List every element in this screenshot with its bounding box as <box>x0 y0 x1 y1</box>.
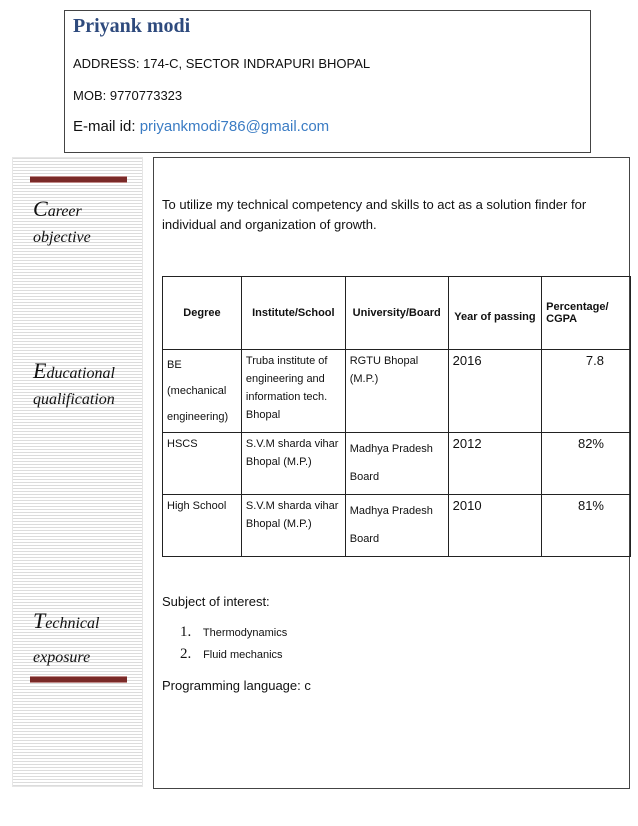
resume-content <box>153 157 630 789</box>
email-line <box>73 118 329 135</box>
education-rest: ducational <box>46 365 115 382</box>
subject-of-interest-title: Subject of interest: <box>162 594 270 609</box>
education-table <box>162 276 631 557</box>
institute-cell: Truba institute of engineering and information tech. Bhopal <box>241 350 345 433</box>
contact-header <box>64 10 591 153</box>
institute-cell: S.V.M sharda vihar Bhopal (M.P.) <box>241 495 345 557</box>
technical-exposure-heading <box>33 604 99 675</box>
column-header-degree: Degree <box>163 277 242 350</box>
technical-line2: exposure <box>33 649 91 666</box>
education-line2: qualification <box>33 391 115 408</box>
column-header-percentage: Percentage/ CGPA <box>542 277 631 350</box>
sidebar-divider-bottom <box>30 676 127 683</box>
candidate-name: Priyank modi <box>73 15 191 37</box>
list-index: 2. <box>180 646 192 662</box>
year-cell: 2012 <box>448 433 542 495</box>
career-line2: objective <box>33 229 91 246</box>
year-cell: 2016 <box>448 350 542 433</box>
address-line: ADDRESS: 174-C, SECTOR INDRAPURI BHOPAL <box>73 56 371 71</box>
email-link[interactable]: priyankmodi786@gmail.com <box>139 118 330 135</box>
educational-qualification-heading <box>33 358 115 413</box>
table-header-row <box>163 277 631 350</box>
score-cell: 81% <box>542 495 631 557</box>
institute-cell: S.V.M sharda vihar Bhopal (M.P.) <box>241 433 345 495</box>
year-cell: 2010 <box>448 495 542 557</box>
university-cell: Madhya Pradesh Board <box>345 433 448 495</box>
column-header-institute: Institute/School <box>241 277 345 350</box>
programming-language: Programming language: c <box>162 678 311 693</box>
list-item <box>162 644 287 666</box>
list-item <box>162 622 287 644</box>
degree-cell <box>163 350 242 433</box>
column-header-university: University/Board <box>345 277 448 350</box>
mobile-line: MOB: 9770773323 <box>73 88 183 103</box>
subject-list <box>162 622 287 666</box>
education-initial: E <box>33 358 47 383</box>
degree-line: engineering) <box>167 411 229 423</box>
score-cell: 7.8 <box>542 350 631 433</box>
career-objective-heading <box>33 196 91 251</box>
career-initial: C <box>33 196 48 221</box>
degree-line: (mechanical <box>167 385 227 397</box>
technical-initial: T <box>33 608 46 633</box>
university-cell: RGTU Bhopal (M.P.) <box>345 350 448 433</box>
career-objective-text: To utilize my technical competency and skills to act as a solution finder for individual and organization of growth. <box>162 197 587 232</box>
university-cell: Madhya Pradesh Board <box>345 495 448 557</box>
degree-line: BE <box>167 359 182 371</box>
subject-name: Fluid mechanics <box>203 649 283 661</box>
score-cell: 82% <box>542 433 631 495</box>
technical-rest: echnical <box>45 615 100 632</box>
column-header-year: Year of passing <box>448 277 542 350</box>
table-row <box>163 433 631 495</box>
degree-cell: HSCS <box>163 433 242 495</box>
list-index: 1. <box>180 624 192 640</box>
sidebar-divider-top <box>30 176 127 183</box>
section-sidebar <box>12 157 143 787</box>
table-row <box>163 350 631 433</box>
subject-name: Thermodynamics <box>202 627 288 639</box>
career-rest: areer <box>47 203 82 220</box>
email-label: E-mail id: <box>73 118 136 135</box>
degree-cell: High School <box>163 495 242 557</box>
table-row <box>163 495 631 557</box>
